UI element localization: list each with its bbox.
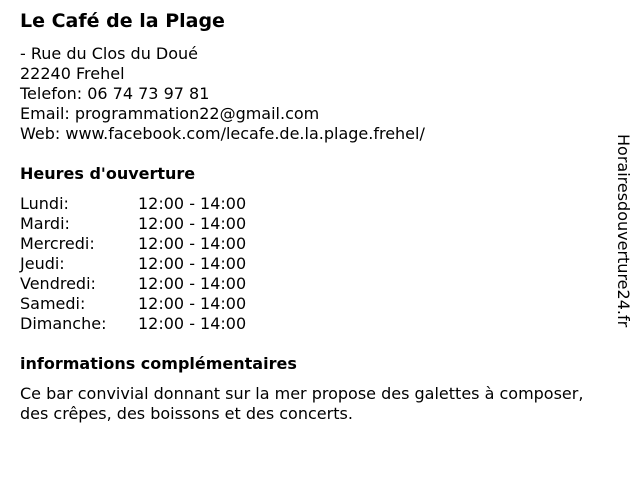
hours-row-friday	[20, 274, 280, 294]
phone-number: Telefon: 06 74 73 97 81	[20, 84, 210, 103]
time-range: 12:00 - 14:00	[138, 294, 247, 313]
hours-heading: Heures d'ouverture	[20, 164, 196, 183]
hours-row-wednesday	[20, 234, 280, 254]
hours-row-thursday	[20, 254, 280, 274]
time-range: 12:00 - 14:00	[138, 234, 247, 253]
hours-row-monday	[20, 194, 280, 214]
info-heading: informations complémentaires	[20, 354, 297, 373]
day-label: Mercredi:	[20, 234, 95, 253]
website: Web: www.facebook.com/lecafe.de.la.plage.frehel/	[20, 124, 425, 143]
day-label: Lundi:	[20, 194, 69, 213]
time-range: 12:00 - 14:00	[138, 254, 247, 273]
business-description: Ce bar convivial donnant sur la mer propose des galettes à composer, des crêpes, des boissons et des concerts.	[20, 384, 584, 423]
day-label: Jeudi:	[20, 254, 65, 273]
time-range: 12:00 - 14:00	[138, 274, 247, 293]
day-label: Dimanche:	[20, 314, 107, 333]
site-watermark: Horairesdouverture24.fr	[614, 134, 633, 328]
day-label: Vendredi:	[20, 274, 96, 293]
business-title: Le Café de la Plage	[20, 10, 225, 32]
time-range: 12:00 - 14:00	[138, 314, 247, 333]
hours-row-saturday	[20, 294, 280, 314]
street-address: - Rue du Clos du Doué	[20, 44, 199, 63]
city: 22240 Frehel	[20, 64, 125, 83]
hours-row-sunday	[20, 314, 280, 334]
day-label: Samedi:	[20, 294, 86, 313]
time-range: 12:00 - 14:00	[138, 194, 247, 213]
address-block	[20, 44, 425, 144]
hours-table	[20, 194, 280, 334]
email-address: Email: programmation22@gmail.com	[20, 104, 320, 123]
hours-row-tuesday	[20, 214, 280, 234]
day-label: Mardi:	[20, 214, 70, 233]
time-range: 12:00 - 14:00	[138, 214, 247, 233]
